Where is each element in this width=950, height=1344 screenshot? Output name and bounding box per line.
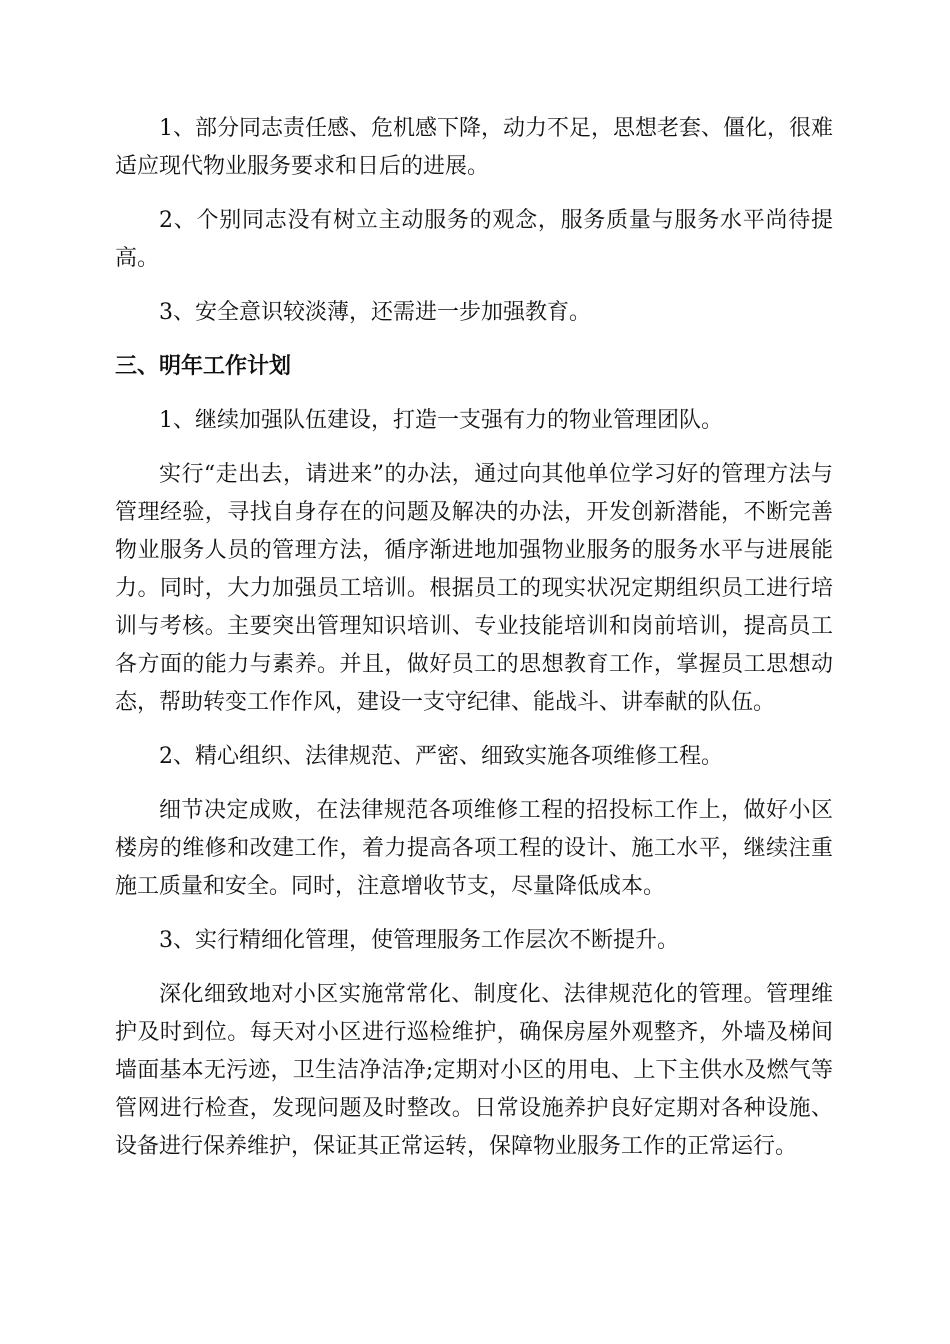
- plan-item-3-detail: 深化细致地对小区实施常常化、制度化、法律规范化的管理。管理维护及时到位。每天对小区进行巡检维护，确保房屋外观整齐，外墙及梯间墙面基本无污迹，卫生洁净洁净;定期对小区的用电、上下主供水及燃气等管网进行检查，发现问题及时整改。日常设施养护良好定期对各种设施、设备进行保养维护，保证其正常运转，保障物业服务工作的正常运行。: [115, 982, 833, 1159]
- section-heading: 三、明年工作计划: [115, 354, 292, 379]
- problem-item-3: 3、安全意识较淡薄，还需进一步加强教育。: [159, 300, 591, 325]
- plan-item-3: 3、实行精细化管理，使管理服务工作层次不断提升。: [159, 928, 679, 953]
- document-page: [115, 110, 833, 1166]
- plan-item-2: 2、精心组织、法律规范、严密、细致实施各项维修工程。: [159, 744, 723, 769]
- plan-item-2-detail: 细节决定成败，在法律规范各项维修工程的招投标工作上，做好小区楼房的维修和改建工作，着力提高各项工程的设计、施工水平，继续注重施工质量和安全。同时，注意增收节支，尽量降低成本。: [115, 798, 833, 899]
- problem-item-2: 2、个别同志没有树立主动服务的观念，服务质量与服务水平尚待提高。: [115, 208, 833, 271]
- plan-item-1-detail: 实行“走出去，请进来”的办法，通过向其他单位学习好的管理方法与管理经验，寻找自身存在的问题及解决的办法，开发创新潜能，不断完善物业服务人员的管理方法，循序渐进地加强物业服务的服务水平与进展能力。同时，大力加强员工培训。根据员工的现实状况定期组织员工进行培训与考核。主要突出管理知识培训、专业技能培训和岗前培训，提高员工各方面的能力与素养。并且，做好员工的思想教育工作，掌握员工思想动态，帮助转变工作作风，建设一支守纪律、能战斗、讲奉献的队伍。: [115, 462, 833, 715]
- problem-item-1: 1、部分同志责任感、危机感下降，动力不足，思想老套、僵化，很难适应现代物业服务要求和日后的进展。: [115, 116, 833, 179]
- plan-item-1: 1、继续加强队伍建设，打造一支强有力的物业管理团队。: [159, 408, 723, 433]
